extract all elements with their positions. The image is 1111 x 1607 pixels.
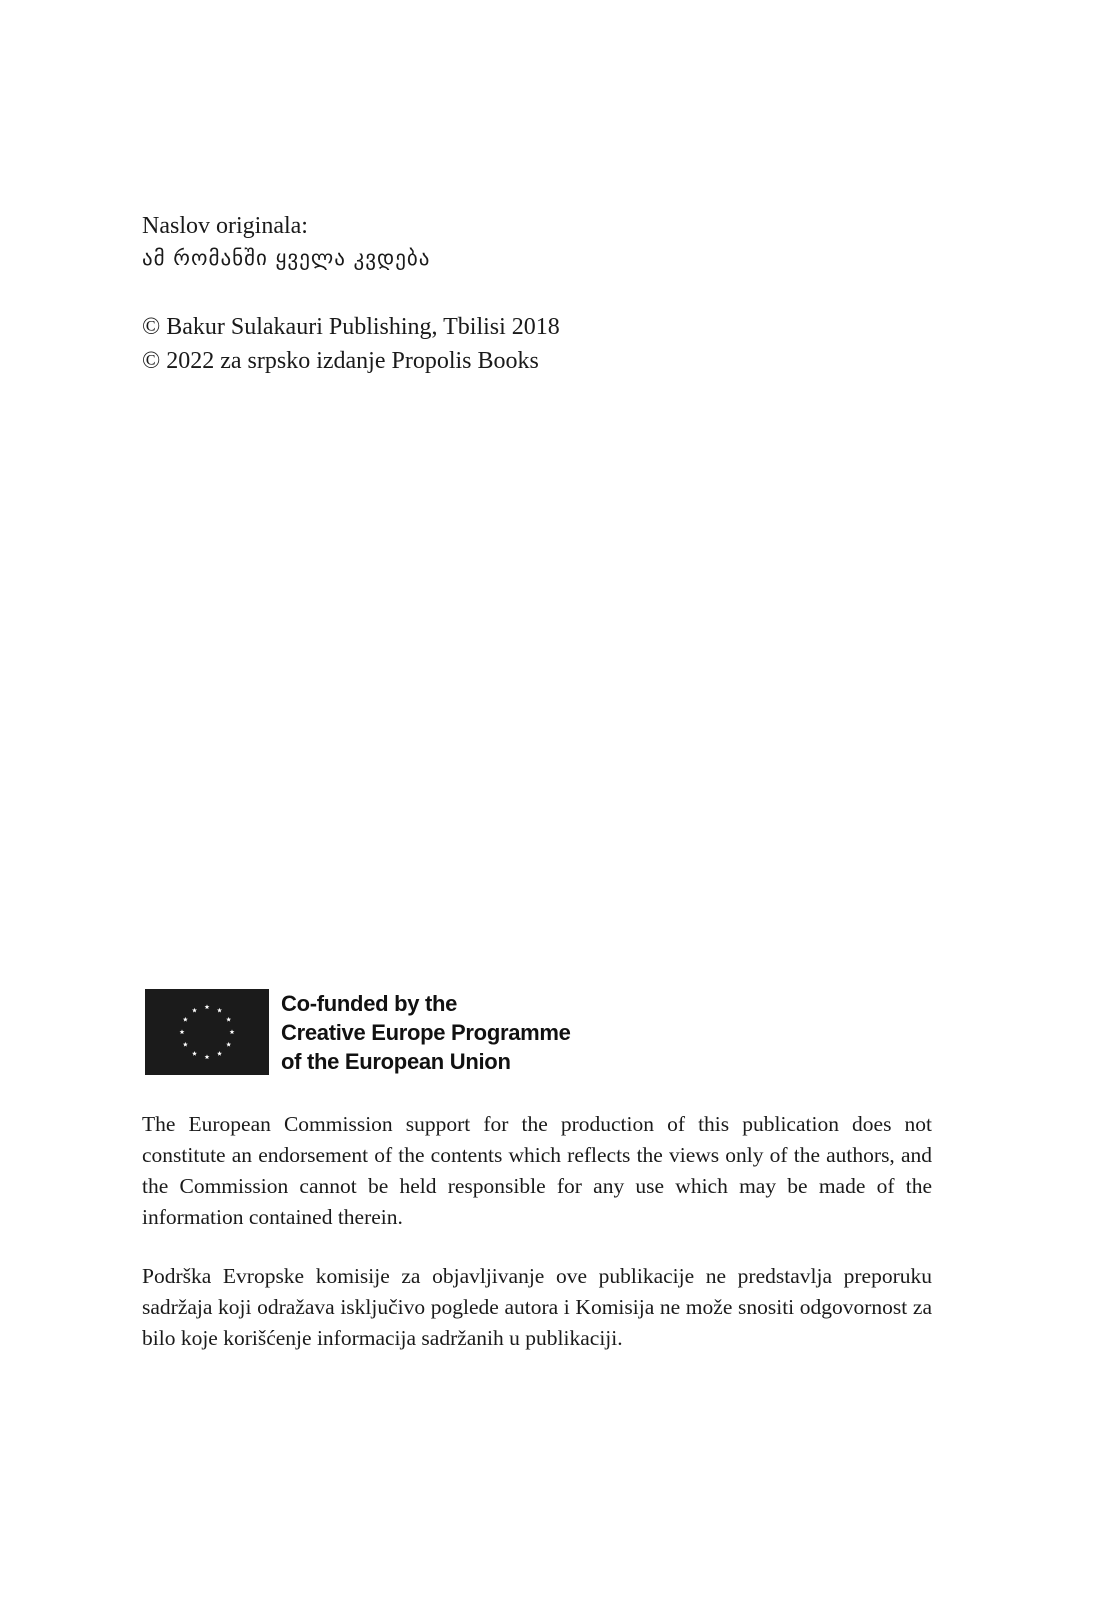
copyright-block	[142, 310, 962, 378]
eu-flag-icon	[145, 989, 269, 1075]
original-title-block	[142, 210, 962, 274]
eu-funding-line-2: Creative Europe Programme	[281, 1020, 571, 1045]
eu-funding-logo	[145, 989, 845, 1075]
eu-funding-line-3: of the European Union	[281, 1049, 511, 1074]
disclaimer-english: The European Commission support for the production of this publication does not constitute an endorsement of the contents which reflects the views only of the authors, and the Commission cannot be held responsible for any use which may be made of the information contained therein.	[142, 1112, 932, 1229]
copyright-line-publisher: © Bakur Sulakauri Publishing, Tbilisi 2018	[142, 314, 560, 340]
eu-funding-line-1: Co-funded by the	[281, 991, 458, 1016]
copyright-line-serbian-edition: © 2022 za srpsko izdanje Propolis Books	[142, 348, 539, 374]
original-title-label: Naslov originala:	[142, 213, 308, 239]
disclaimer-serbian: Podrška Evropske komisije za objavljivanje ove publikacije ne predstavlja preporuku sadržaja koji odražava isključivo poglede autora i Komisija ne može snositi odgovornost za bilo koje korišćenje informacija sadržanih u publikaciji.	[142, 1264, 932, 1350]
original-title-text: ამ რომანში ყველა კვდება	[142, 246, 431, 270]
eu-funding-text	[281, 989, 801, 1076]
